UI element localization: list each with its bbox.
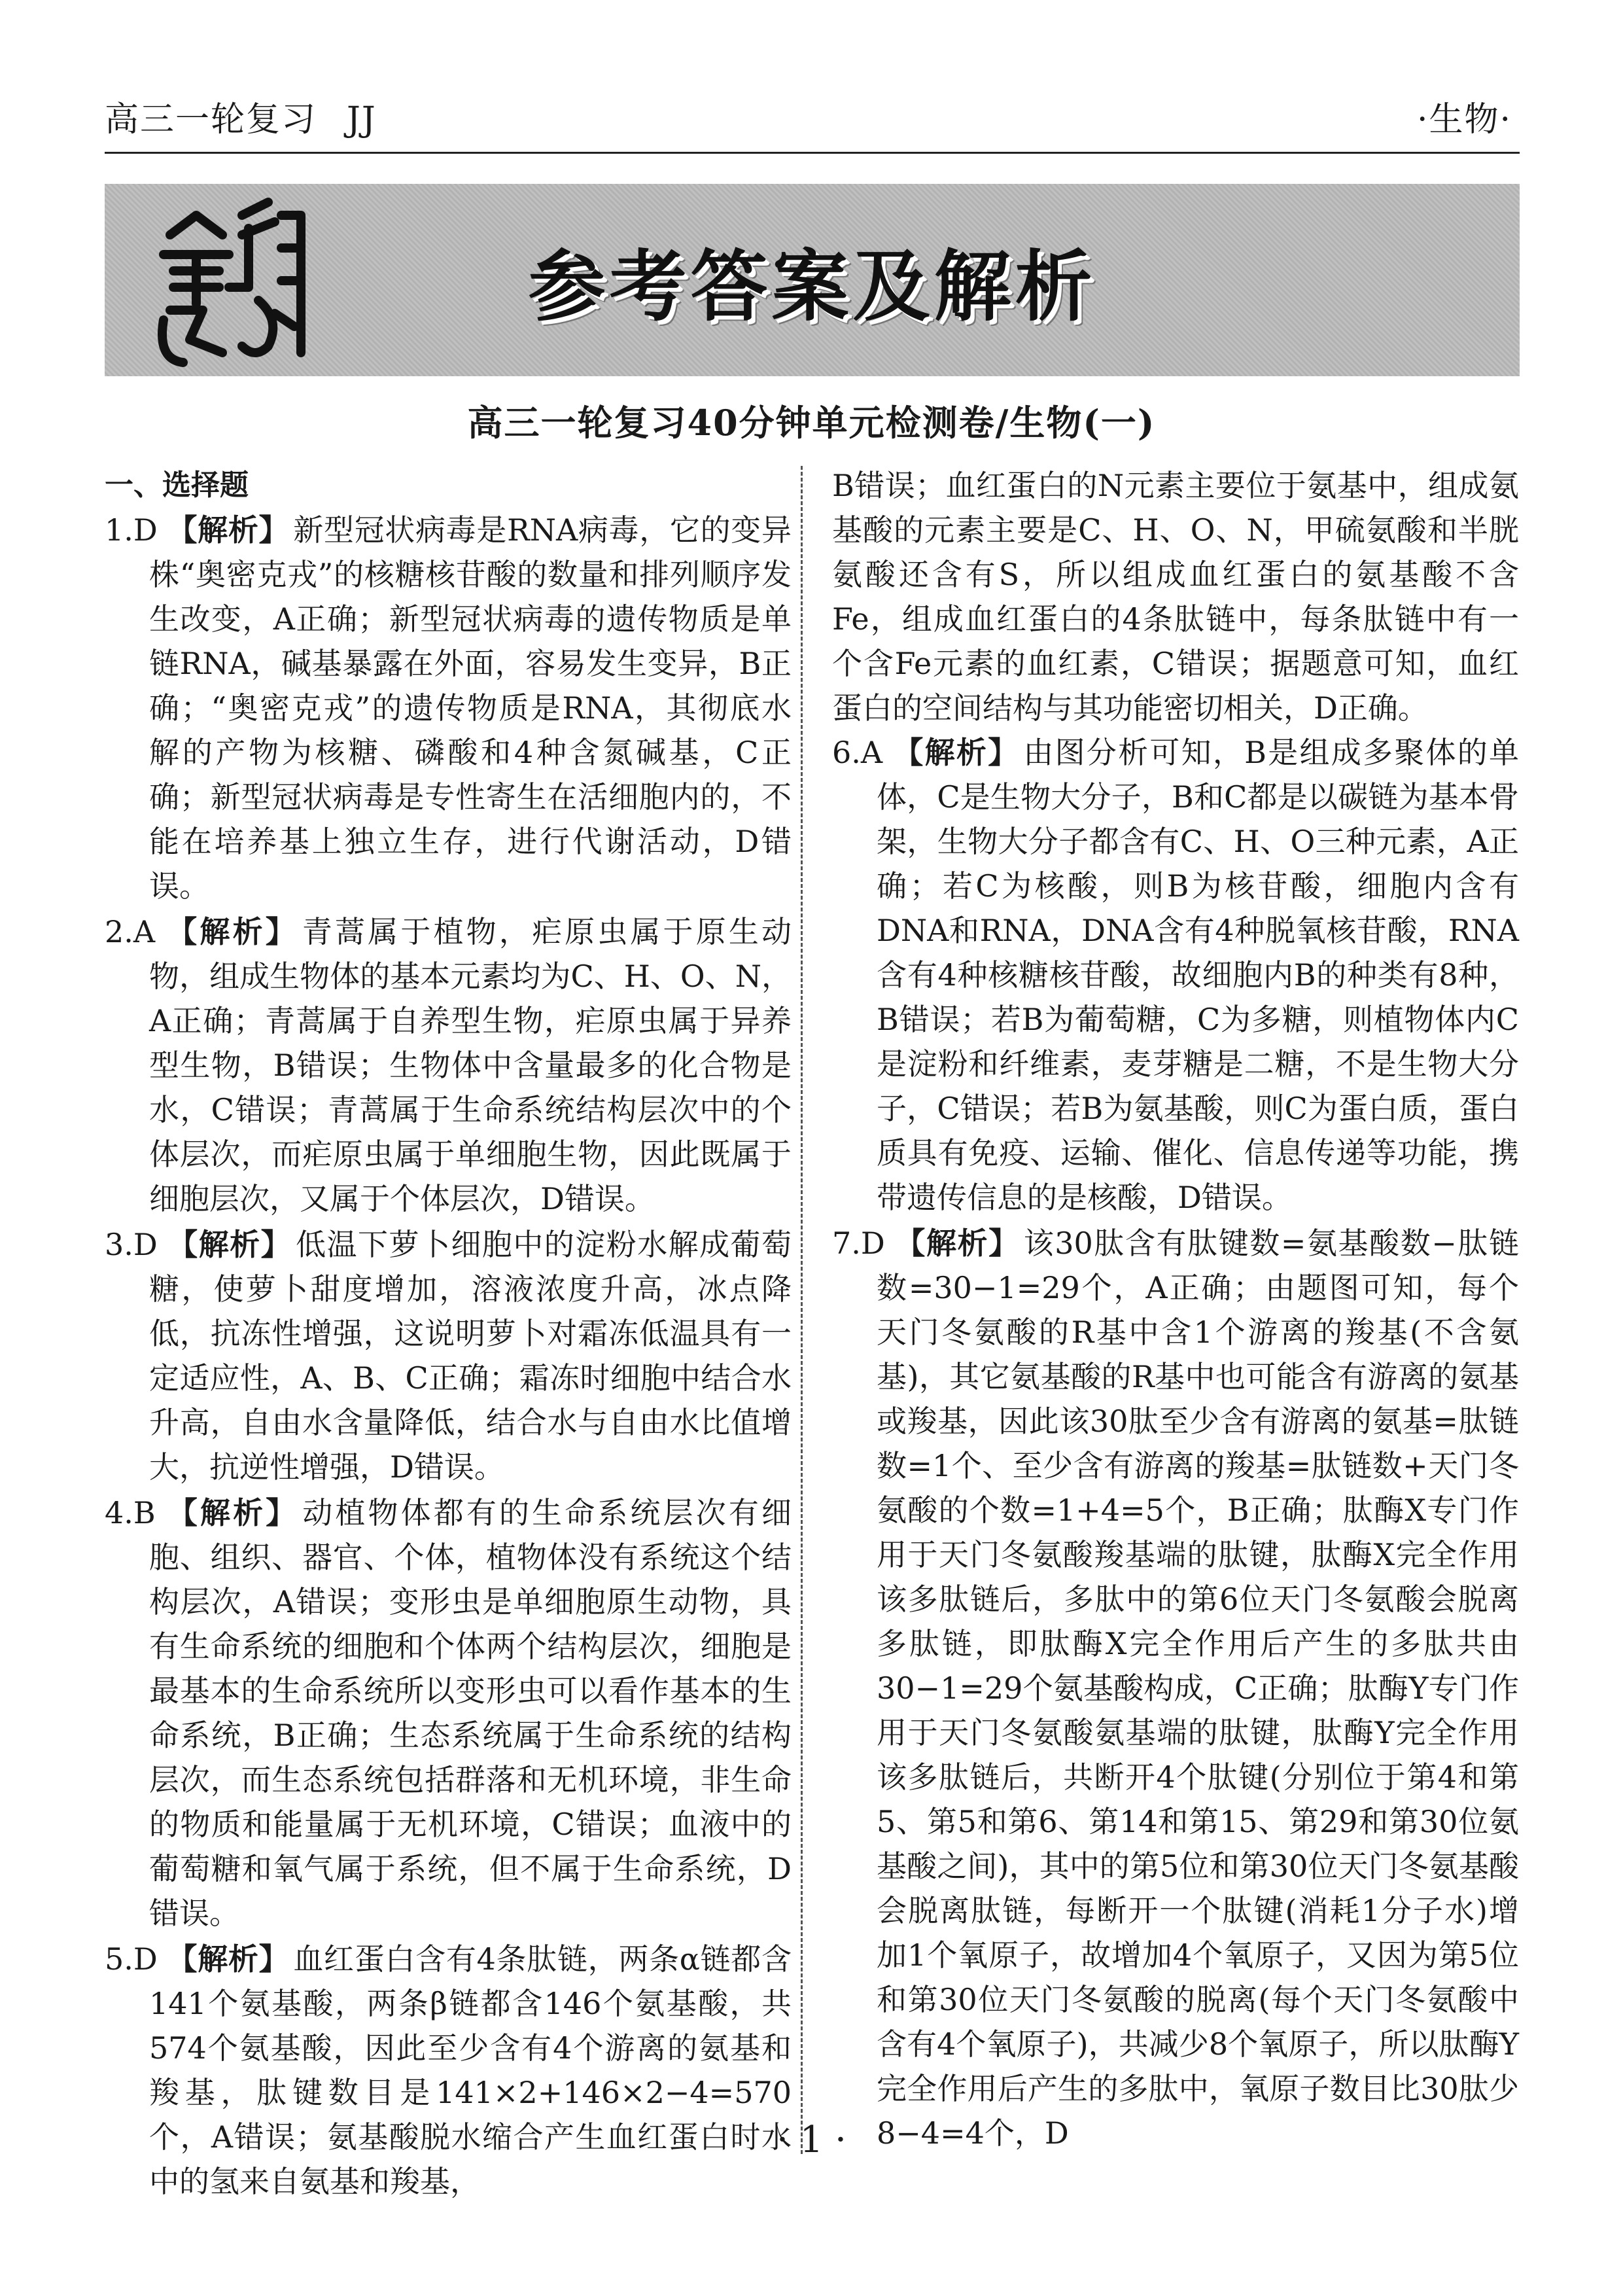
exam-subtitle: 高三一轮复习40分钟单元检测卷/生物(一) — [467, 402, 1156, 444]
left-column — [105, 463, 792, 2205]
analysis-tag: 【解析】 — [892, 735, 1020, 770]
section-heading: 一、选择题 — [105, 468, 249, 502]
answer-number: 2.A — [105, 914, 156, 949]
analysis-tag: 【解析】 — [166, 1941, 290, 1977]
answer-number: 3.D — [105, 1227, 158, 1262]
book-code: JJ — [347, 100, 377, 139]
banner-title: 参考答案及解析 — [528, 241, 1096, 332]
answer-item-1 — [105, 508, 792, 908]
answer-number: 7.D — [832, 1226, 885, 1261]
answer-item-6 — [832, 730, 1519, 1220]
page-number: · 1 · — [777, 2119, 846, 2161]
answer-number: 5.D — [105, 1941, 158, 1977]
analysis-tag: 【解析】 — [164, 914, 298, 949]
column-divider — [801, 466, 803, 2154]
answer-number: 6.A — [832, 735, 883, 770]
answer-item-3 — [105, 1222, 792, 1489]
answer-text: 该30肽含有肽键数=氨基酸数−肽链数=30−1=29个，A正确；由题图可知，每个天门冬氨酸的R基中含1个游离的羧基(不含氨基)，其它氨基酸的R基中也可能含有游离的氨基或羧基，因此该30肽至少含有游离的氨基=肽链数=1个、至少含有游离的羧基=肽链数+天门冬氨酸的个数=1+4=5个，B正确；肽酶X专门作用于天门冬氨酸羧基端的肽键，肽酶X完全作用该多肽链后，多肽中的第6位天门冬氨酸会脱离多肽链，即肽酶X完全作用后产生的多肽共由30−1=29个氨基酸构成，C正确；肽酶Y专门作用于天门冬氨酸氨基端的肽键，肽酶Y完全作用该多肽链后，共断开4个肽键(分别位于第4和第5、第5和第6、第14和第15、第29和第30位氨基酸之间)，其中的第5位和第30位天门冬氨基酸会脱离肽链，每断开一个肽键(消耗1分子水)增加1个氧原子，故增加4个氧原子，又因为第5位和第30位天门冬氨酸的脱离(每个天门冬氨酸中含有4个氧原子)，共减少8个氧原子，所以肽酶Y完全作用后产生的多肽中，氧原子数目比30肽少8−4=4个，D — [877, 1226, 1520, 2151]
answer-number: 4.B — [105, 1495, 156, 1530]
answer-number: 1.D — [105, 512, 158, 548]
right-column — [832, 463, 1519, 2157]
title-banner — [105, 184, 1520, 376]
analysis-tag: 【解析】 — [894, 1226, 1020, 1261]
analysis-tag: 【解析】 — [164, 1495, 299, 1530]
running-header-left — [105, 92, 377, 141]
header-rule — [105, 152, 1520, 154]
answer-item-5 — [105, 1937, 792, 2204]
answer-item-7 — [832, 1221, 1519, 2155]
analysis-tag: 【解析】 — [166, 1227, 292, 1262]
book-title: 高三一轮复习 — [105, 100, 317, 139]
subject-label: ·生物· — [1416, 100, 1512, 139]
answer-item-5-continuation: B错误；血红蛋白的N元素主要位于氨基中，组成氨基酸的元素主要是C、H、O、N，甲硫氨酸和半胱氨酸还含有S，所以组成血红蛋白的氨基酸不含Fe，组成血红蛋白的4条肽链中，每条肽链中有一个含Fe元素的血红素，C错误；据题意可知，血红蛋白的空间结构与其功能密切相关，D正确。 — [832, 468, 1519, 726]
answer-text: 血红蛋白含有4条肽链，两条α链都含141个氨基酸，两条β链都含146个氨基酸，共574个氨基酸，因此至少含有4个游离的氨基和羧基，肽键数目是141×2+146×2−4=570个，A错误；氨基酸脱水缩合产生血红蛋白时水中的氢来自氨基和羧基， — [149, 1941, 792, 2199]
answer-text: 动植物体都有的生命系统层次有细胞、组织、器官、个体，植物体没有系统这个结构层次，A错误；变形虫是单细胞原生动物，具有生命系统的细胞和个体两个结构层次，细胞是最基本的生命系统所以变形虫可以看作基本的生命系统，B正确；生态系统属于生命系统的结构层次，而生态系统包括群落和无机环境，非生命的物质和能量属于无机环境，C错误；血液中的葡萄糖和氧气属于系统，但不属于生命系统，D错误。 — [149, 1495, 792, 1931]
answer-item-4 — [105, 1491, 792, 1935]
analysis-tag: 【解析】 — [166, 512, 290, 548]
answer-text: 由图分析可知，B是组成多聚体的单体，C是生物大分子，B和C都是以碳链为基本骨架，生物大分子都含有C、H、O三种元素，A正确；若C为核酸，则B为核苷酸，细胞内含有DNA和RNA，DNA含有4种脱氧核苷酸，RNA含有4种核糖核苷酸，故细胞内B的种类有8种，B错误；若B为葡萄糖，C为多糖，则植物体内C是淀粉和纤维素，麦芽糖是二糖，不是生物大分子，C错误；若B为氨基酸，则C为蛋白质，蛋白质具有免疫、运输、催化、信息传递等功能，携带遗传信息的是核酸，D错误。 — [877, 735, 1520, 1215]
answer-text: 青蒿属于植物，疟原虫属于原生动物，组成生物体的基本元素均为C、H、O、N，A正确；青蒿属于自养型生物，疟原虫属于异养型生物，B错误；生物体中含量最多的化合物是水，C错误；青蒿属于生命系统结构层次中的个体层次，而疟原虫属于单细胞生物，因此既属于细胞层次，又属于个体层次，D错误。 — [149, 914, 792, 1216]
answer-text: 低温下萝卜细胞中的淀粉水解成葡萄糖，使萝卜甜度增加，溶液浓度升高，冰点降低，抗冻性增强，这说明萝卜对霜冻低温具有一定适应性，A、B、C正确；霜冻时细胞中结合水升高，自由水含量降低，结合水与自由水比值增大，抗逆性增强，D错误。 — [149, 1227, 792, 1485]
answer-text: 新型冠状病毒是RNA病毒，它的变异株“奥密克戎”的核糖核苷酸的数量和排列顺序发生改变，A正确；新型冠状病毒的遗传物质是单链RNA，碱基暴露在外面，容易发生变异，B正确；“奥密克戎”的遗传物质是RNA，其彻底水解的产物为核糖、磷酸和4种含氮碱基，C正确；新型冠状病毒是专性寄生在活细胞内的，不能在培养基上独立生存，进行代谢活动，D错误。 — [149, 512, 792, 904]
answer-item-2 — [105, 910, 792, 1221]
